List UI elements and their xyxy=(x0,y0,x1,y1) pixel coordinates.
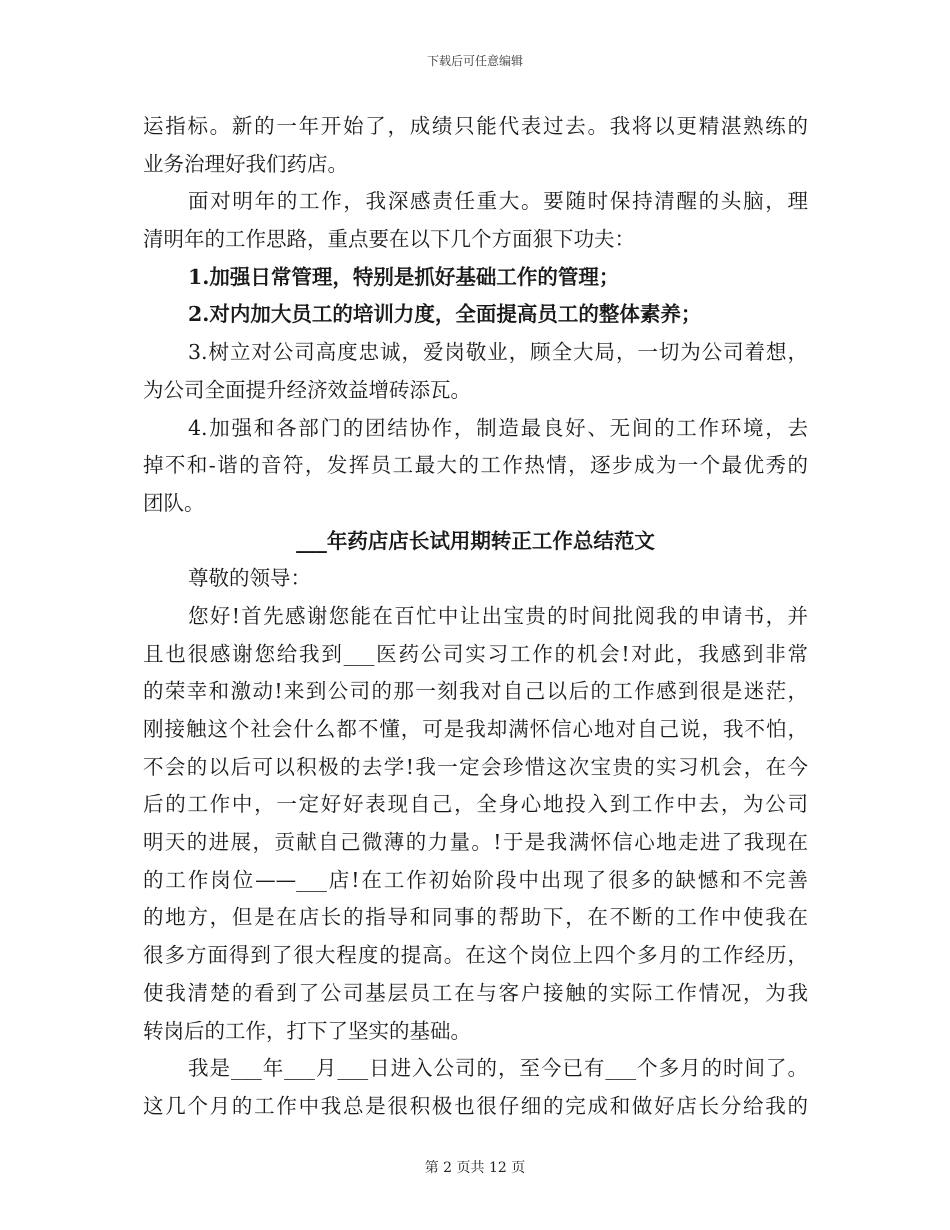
page-header: 下载后可任意编辑 xyxy=(426,54,523,68)
page-footer: 第 2 页共 12 页 xyxy=(424,1160,526,1176)
text-line: 后的工作中，一定好好表现自己，全身心地投入到工作中去，为公司 xyxy=(143,792,808,817)
text-line: 面对明年的工作，我深感责任重大。要随时保持清醒的头脑，理 xyxy=(188,189,808,214)
text-line: 使我清楚的看到了公司基层员工在与客户接触的实际工作情况，为我 xyxy=(143,980,808,1005)
list-item: 4.加强和各部门的团结协作，制造最良好、无间的工作环境，去 xyxy=(188,415,808,440)
text-line: 业务治理好我们药店。 xyxy=(143,151,348,176)
document-body xyxy=(143,108,808,1126)
text-line: 不会的以后可以积极的去学!我一定会珍惜这次宝贵的实习机会，在今 xyxy=(143,754,808,779)
list-item-bold: 2.对内加大员工的培训力度，全面提高员工的整体素养； xyxy=(188,302,702,327)
salutation: 尊敬的领导： xyxy=(188,566,311,591)
text-line: 我是___年___月___日进入公司的，至今已有___个多月的时间了。 xyxy=(188,1056,808,1081)
section-title: ___年药店店长试用期转正工作总结范文 xyxy=(296,528,655,553)
text-line: 的荣幸和激动!来到公司的那一刻我对自己以后的工作感到很是迷茫， xyxy=(143,679,808,704)
list-item-bold: 1.加强日常管理，特别是抓好基础工作的管理； xyxy=(188,264,620,289)
text-line: 您好!首先感谢您能在百忙中让出宝贵的时间批阅我的申请书，并 xyxy=(188,603,808,628)
text-line: 的工作岗位——___店!在工作初始阶段中出现了很多的缺憾和不完善 xyxy=(143,867,808,892)
text-line: 掉不和-谐的音符，发挥员工最大的工作热情，逐步成为一个最优秀的 xyxy=(143,453,808,478)
text-line: 清明年的工作思路，重点要在以下几个方面狠下功夫： xyxy=(143,227,635,252)
text-line: 且也很感谢您给我到___医药公司实习工作的机会!对此，我感到非常 xyxy=(143,641,808,666)
text-line: 为公司全面提升经济效益增砖添瓦。 xyxy=(143,377,471,402)
text-line: 转岗后的工作，打下了坚实的基础。 xyxy=(143,1018,471,1043)
text-line: 这几个月的工作中我总是很积极也很仔细的完成和做好店长分给我的 xyxy=(143,1093,808,1118)
text-line: 很多方面得到了很大程度的提高。在这个岗位上四个多月的工作经历， xyxy=(143,943,808,968)
text-line: 刚接触这个社会什么都不懂，可是我却满怀信心地对自己说，我不怕， xyxy=(143,717,808,741)
text-line: 明天的进展，贡献自己微薄的力量。!于是我满怀信心地走进了我现在 xyxy=(143,830,808,855)
text-line: 的地方，但是在店长的指导和同事的帮助下，在不断的工作中使我在 xyxy=(143,905,808,930)
text-line: 运指标。新的一年开始了，成绩只能代表过去。我将以更精湛熟练的 xyxy=(143,114,808,138)
list-item: 3.树立对公司高度忠诚，爱岗敬业，顾全大局，一切为公司着想， xyxy=(188,340,808,365)
text-line: 团队。 xyxy=(143,490,205,515)
